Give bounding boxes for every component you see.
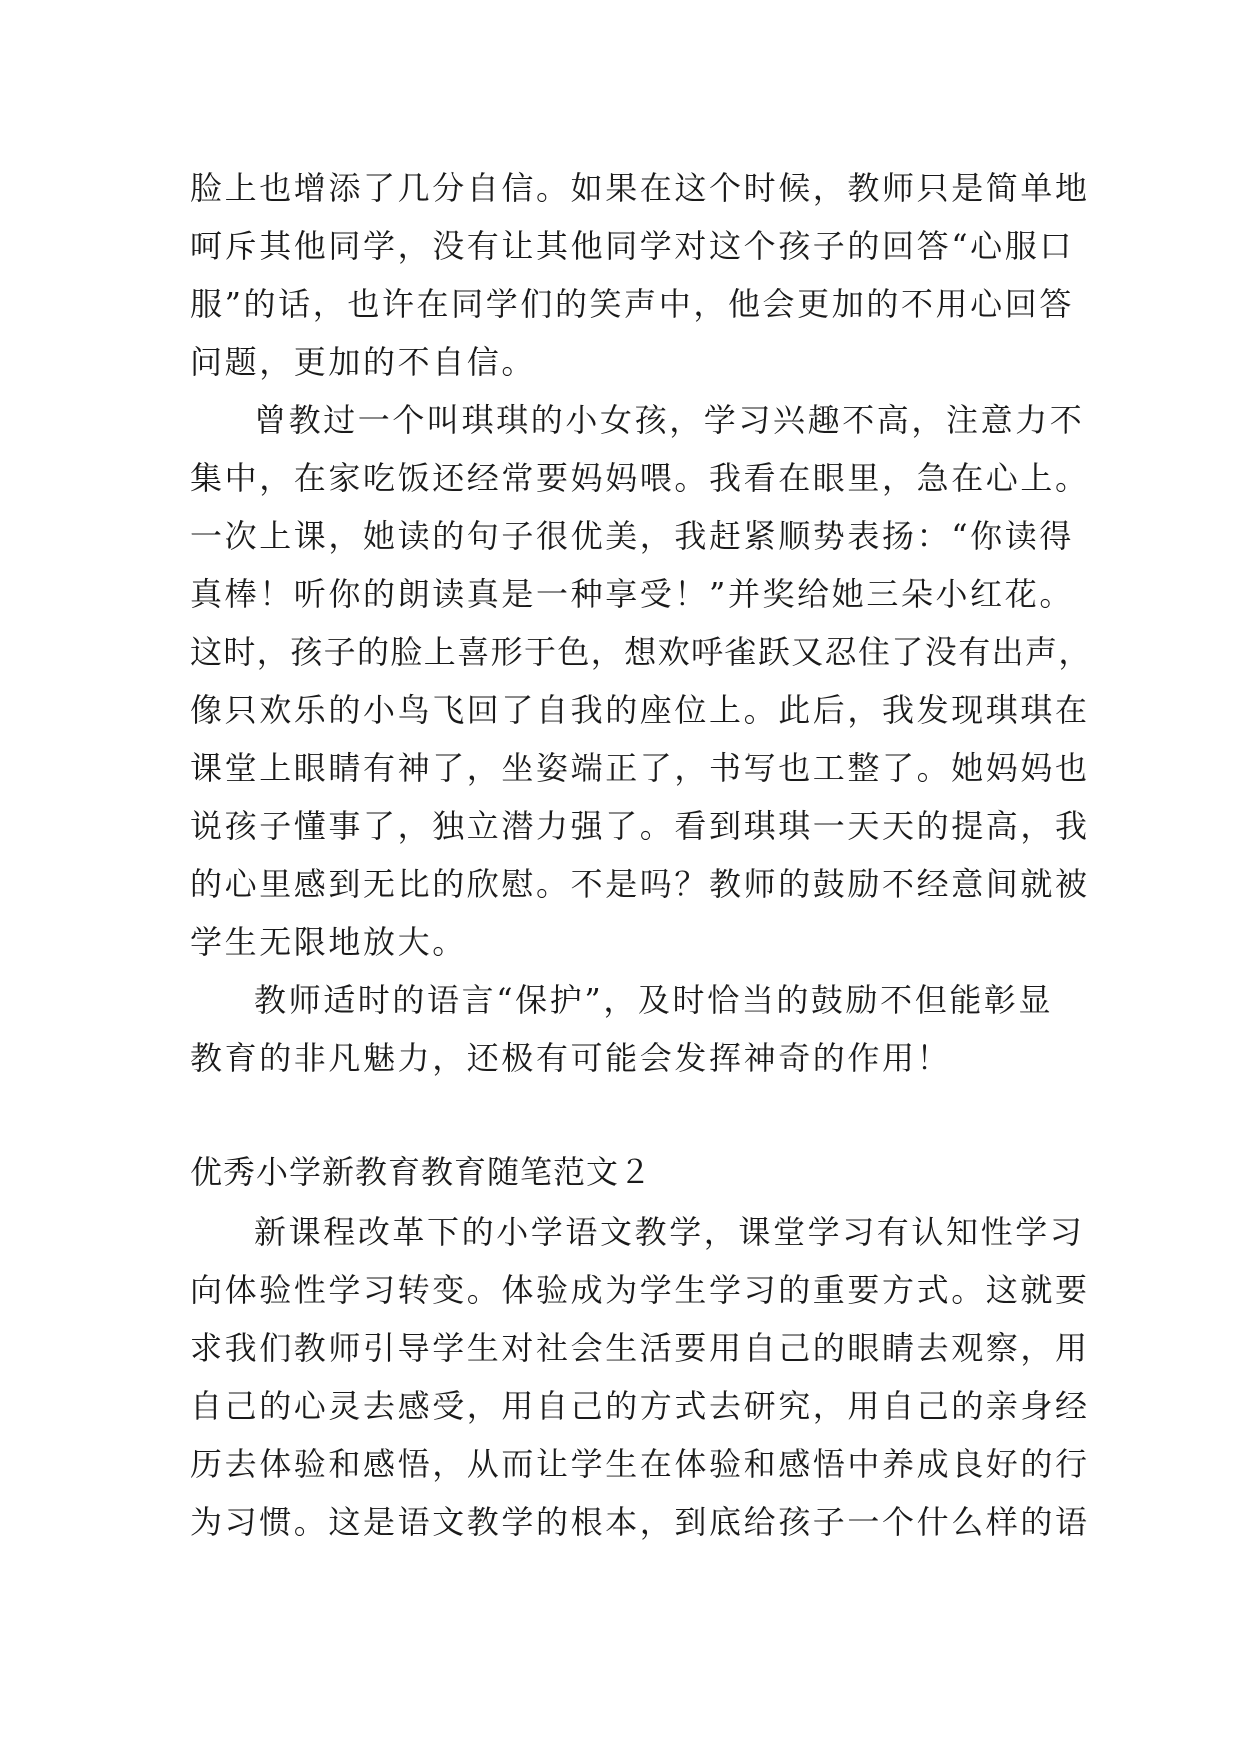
paragraph-line: 课堂上眼睛有神了，坐姿端正了，书写也工整了。她妈妈也 bbox=[190, 749, 1090, 787]
paragraph-line: 历去体验和感悟，从而让学生在体验和感悟中养成良好的行 bbox=[190, 1445, 1090, 1483]
paragraph-line: 教师适时的语言“保护”，及时恰当的鼓励不但能彰显 bbox=[254, 981, 1054, 1019]
paragraph-line: 一次上课，她读的句子很优美，我赶紧顺势表扬：“你读得 bbox=[190, 517, 1074, 555]
paragraph-line: 自己的心灵去感受，用自己的方式去研究，用自己的亲身经 bbox=[190, 1387, 1090, 1425]
paragraph-line: 说孩子懂事了，独立潜力强了。看到琪琪一天天的提高，我 bbox=[190, 807, 1090, 845]
paragraph-line: 向体验性学习转变。体验成为学生学习的重要方式。这就要 bbox=[190, 1271, 1090, 1309]
paragraph-line: 学生无限地放大。 bbox=[190, 923, 467, 961]
section-heading: 优秀小学新教育教育随笔范文２ bbox=[190, 1153, 653, 1191]
paragraph-line: 像只欢乐的小鸟飞回了自我的座位上。此后，我发现琪琪在 bbox=[190, 691, 1090, 729]
paragraph-line: 的心里感到无比的欣慰。不是吗？教师的鼓励不经意间就被 bbox=[190, 865, 1090, 903]
paragraph-line: 教育的非凡魅力，还极有可能会发挥神奇的作用！ bbox=[190, 1039, 952, 1077]
paragraph-line: 呵斥其他同学，没有让其他同学对这个孩子的回答“心服口 bbox=[190, 227, 1074, 265]
paragraph-line: 为习惯。这是语文教学的根本，到底给孩子一个什么样的语 bbox=[190, 1503, 1090, 1541]
paragraph-line: 集中，在家吃饭还经常要妈妈喂。我看在眼里，急在心上。 bbox=[190, 459, 1090, 497]
paragraph-line: 脸上也增添了几分自信。如果在这个时候，教师只是简单地 bbox=[190, 169, 1090, 207]
paragraph-line: 服”的话，也许在同学们的笑声中，他会更加的不用心回答 bbox=[190, 285, 1074, 323]
paragraph-line: 新课程改革下的小学语文教学，课堂学习有认知性学习 bbox=[254, 1213, 1085, 1251]
paragraph-line: 真棒！听你的朗读真是一种享受！”并奖给她三朵小红花。 bbox=[190, 575, 1074, 613]
paragraph-line: 曾教过一个叫琪琪的小女孩，学习兴趣不高，注意力不 bbox=[254, 401, 1085, 439]
paragraph-line: 这时，孩子的脸上喜形于色，想欢呼雀跃又忍住了没有出声， bbox=[190, 633, 1092, 671]
paragraph-line: 求我们教师引导学生对社会生活要用自己的眼睛去观察，用 bbox=[190, 1329, 1090, 1367]
paragraph-line: 问题，更加的不自信。 bbox=[190, 343, 537, 381]
